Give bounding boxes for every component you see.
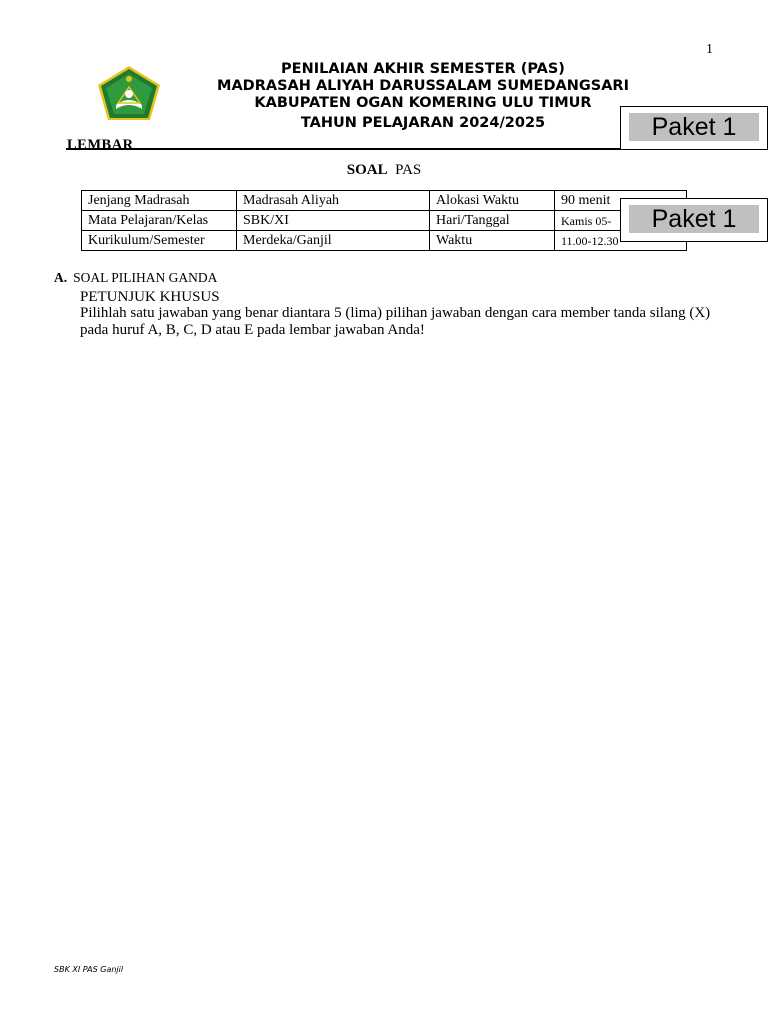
footer-label: SBK XI PAS Ganjil [54,965,124,974]
exam-info-table [81,190,687,251]
table-cell: Alokasi Waktu [430,191,555,211]
table-cell: Jenjang Madrasah [82,191,237,211]
kemenag-emblem-icon [96,65,162,121]
instruction-heading: PETUNJUK KHUSUS [80,289,220,305]
academic-year: TAHUN PELAJARAN 2024/2025 [300,115,546,131]
table-row [82,191,687,211]
table-cell: Waktu [430,231,555,251]
paket-badge [620,198,768,242]
table-cell: 90 menit [555,191,687,211]
table-row [82,211,687,231]
table-cell: Merdeka/Ganjil [237,231,430,251]
paket-label: Paket 1 [629,113,759,141]
soal-title-bold: SOAL [346,162,388,178]
school-name: MADRASAH ALIYAH DARUSSALAM SUMEDANGSARI [217,78,629,94]
section-title: SOAL PILIHAN GANDA [73,270,218,285]
soal-title-rest: PAS [395,162,422,178]
paket-label: Paket 1 [629,205,759,233]
table-cell: Kurikulum/Semester [82,231,237,251]
section-heading [54,270,217,286]
instruction-text: Pilihlah satu jawaban yang benar diantara 5 (lima) pilihan jawaban dengan cara member tanda silang (X) pada huruf A, B, C, D atau E pada lembar jawaban Anda! [80,305,711,338]
page-number: 1 [706,42,713,57]
section-letter: A. [54,270,68,285]
table-cell: Mata Pelajaran/Kelas [82,211,237,231]
table-cell: Kamis 05- [555,211,687,231]
header-divider [66,148,690,150]
table-cell: 11.00-12.30 [555,231,687,251]
table-cell: SBK/XI [237,211,430,231]
lembar-label: LEMBAR [67,137,134,149]
soal-title [0,162,768,179]
table-cell: Madrasah Aliyah [237,191,430,211]
header-title: PENILAIAN AKHIR SEMESTER (PAS) [281,61,565,77]
regency-name: KABUPATEN OGAN KOMERING ULU TIMUR [254,95,592,111]
table-row [82,231,687,251]
table-cell: Hari/Tanggal [430,211,555,231]
paket-badge [620,106,768,150]
